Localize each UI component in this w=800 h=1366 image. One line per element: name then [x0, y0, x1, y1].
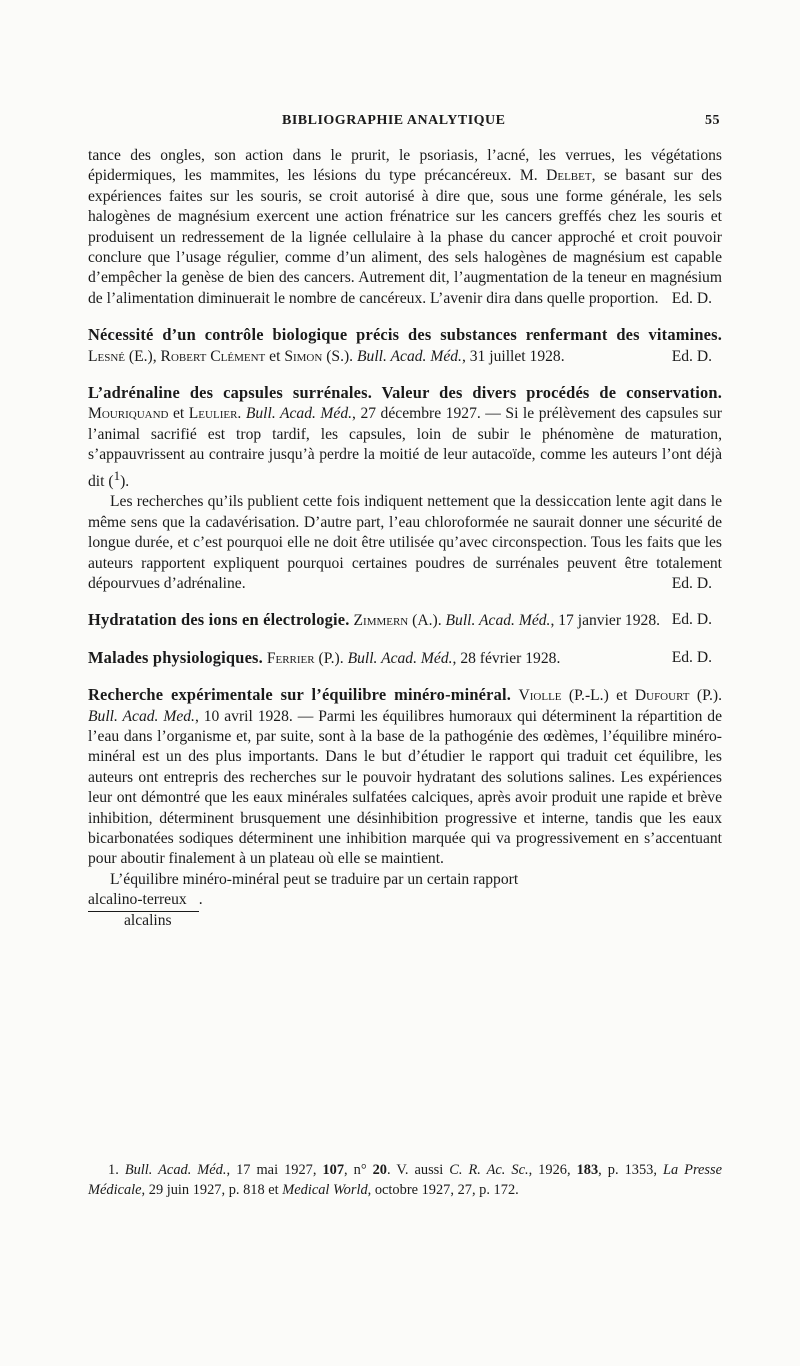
journal-name: Bull. Acad. Méd.	[445, 612, 551, 630]
page-number: 55	[705, 113, 720, 128]
running-title: BIBLIOGRAPHIE ANALYTIQUE	[282, 113, 506, 128]
ratio-fraction	[88, 890, 722, 929]
entry-vitamines: Nécessité d’un contrôle biologique précis des substances renfermant des vitamines. Lesné (E.), Robert Clément et Simon (S.). Bull. Acad. Méd., 31 juillet 1928. Ed. D.	[88, 325, 722, 367]
journal-name: Bull. Acad. Méd.	[347, 649, 453, 667]
journal-name: Bull. Acad. Méd.	[357, 347, 462, 365]
signature: Ed. D.	[671, 347, 712, 365]
author-name: Zimmern	[353, 612, 409, 630]
author-name: Delbet	[546, 167, 592, 185]
entry-malades: Malades physiologiques. Ferrier (P.). Bull. Acad. Méd., 28 février 1928. Ed. D.	[88, 647, 712, 667]
fraction-denominator: alcalins	[124, 911, 172, 929]
footnotes	[88, 1160, 722, 1200]
journal-name: Medical World	[282, 1182, 368, 1198]
footnote: 1. Bull. Acad. Méd., 17 mai 1927, 107, n° 20. V. aussi C. R. Ac. Sc., 1926, 183, p. 1353, La Presse Médicale, 29 juin 1927, p. 818 et Medical World, octobre 1927, 27, p. 172.	[88, 1162, 723, 1198]
entry-adrenaline: L’adrénaline des capsules surrénales. Valeur des divers procédés de conservation. Mouriquand et Leulier. Bull. Acad. Méd., 27 décembre 1927. — Si le prélèvement des capsules sur l’animal sacrifié est trop tardif, les capsules, loin de subir le phénomène de maturation, s’appauvrissent au contraire jusqu’à perdre la moitié de leur autacoïde, comme les auteurs l’ont déjà dit ($^1$).	[88, 383, 722, 490]
journal-name: Bull. Acad. Med.	[88, 707, 195, 725]
author-name: Lesné	[88, 347, 126, 365]
entry-title: Nécessité d’un contrôle biologique précis des substances renfermant des vitamines.	[88, 325, 722, 345]
signature: Ed. D.	[671, 611, 712, 629]
signature: Ed. D.	[671, 289, 712, 307]
entry-paragraph: L’équilibre minéro-minéral peut se traduire par un certain rapport	[110, 870, 519, 888]
journal-name: La Presse Médicale	[88, 1162, 723, 1198]
signature: Ed. D.	[671, 574, 712, 592]
author-name: Simon	[284, 347, 323, 365]
author-name: Violle	[518, 687, 562, 705]
entry-title: L’adrénaline des capsules surrénales. Valeur des divers procédés de conservation.	[88, 383, 722, 403]
footnote-ref: 1	[113, 467, 121, 483]
fraction-end: .	[198, 891, 203, 909]
author-name: Dufourt	[634, 687, 690, 705]
volume-number: 107	[322, 1162, 345, 1178]
author-name: Mouriquand	[88, 405, 169, 423]
author-name: Ferrier	[266, 649, 315, 667]
body-text	[88, 146, 722, 930]
journal-name: Bull. Acad. Méd.	[124, 1162, 227, 1178]
fraction-numerator: alcalino-terreux	[88, 890, 199, 911]
entry-title: Malades physiologiques.	[88, 647, 263, 667]
volume-number: 183	[576, 1162, 599, 1178]
issue-number: 20	[372, 1162, 387, 1178]
author-name: Leulier	[188, 405, 238, 423]
journal-name: C. R. Ac. Sc.	[449, 1162, 529, 1178]
entry-title: Recherche expérimentale sur l’équilibre minéro-minéral.	[88, 685, 512, 705]
page-header	[90, 113, 720, 135]
author-name: Robert Clément	[160, 347, 266, 365]
continuation-paragraph: tance des ongles, son action dans le prurit, le psoriasis, l’acné, les verrues, les végétations épidermiques, les mammites, les lésions du type précancéreux. M. Delbet, se basant sur des expériences faites sur les souris, se croit autorisé à dire que, sous une forme générale, les sels halogènes de magnésium exercent une action frénatrice sur les cancers greffés chez les souris et produisent un redressement de la lignée cellulaire à la phase du cancer approché et croit pouvoir conclure que l’usage régulier, comme d’un aliment, des sels halogènes de magnésium est capable d’empêcher la genèse de bien des cancers. Autrement dit, l’augmentation de la teneur en magnésium de l’alimentation diminuerait le nombre de cancéreux. L’avenir dira dans quelle proportion. Ed. D.	[88, 146, 722, 309]
entry-title: Hydratation des ions en électrologie.	[88, 610, 350, 630]
entry-paragraph: Les recherches qu’ils publient cette fois indiquent nettement que la dessiccation lente agit dans le même sens que la cadavérisation. D’autre part, l’eau chloroformée ne saurait donner une sécurité de longue durée, et c’est pourquoi elle ne doit être utilisée qu’avec circonspection. Tous les faits que les auteurs rapportent expliquent pourquoi certaines poudres de surrénales peuvent être totalement dépourvues d’adrénaline. Ed. D.	[88, 492, 722, 594]
journal-name: Bull. Acad. Méd.	[245, 405, 353, 423]
entry-hydratation: Hydratation des ions en électrologie. Zimmern (A.). Bull. Acad. Méd., 17 janvier 1928. Ed. D.	[88, 610, 712, 630]
signature: Ed. D.	[671, 648, 712, 666]
entry-equilibre: Recherche expérimentale sur l’équilibre minéro-minéral. Violle (P.-L.) et Dufourt (P.). Bull. Acad. Med., 10 avril 1928. — Parmi les équilibres humoraux qui déterminent la répartition de l’eau dans l’organisme et, par suite, sont à la base de la pathogénie des œdèmes, l’équilibre minéro-minéral est un des plus importants. Dans le but d’étudier le rapport qui traduit cet équilibre, les auteurs ont entrepris des recherches sur le pouvoir hydratant des solutions salines. Les expériences leur ont démontré que les eaux minérales sulfatées calciques, après avoir produit une rapide et brève inhibition, déterminent brusquement une désinhibition progressive et interne, tandis que les eaux bicarbonatées sodiques déterminent une inhibition marquée qui va progressivement en s’accentuant pour aboutir finalement à un plateau où elle se maintient.	[88, 685, 723, 868]
